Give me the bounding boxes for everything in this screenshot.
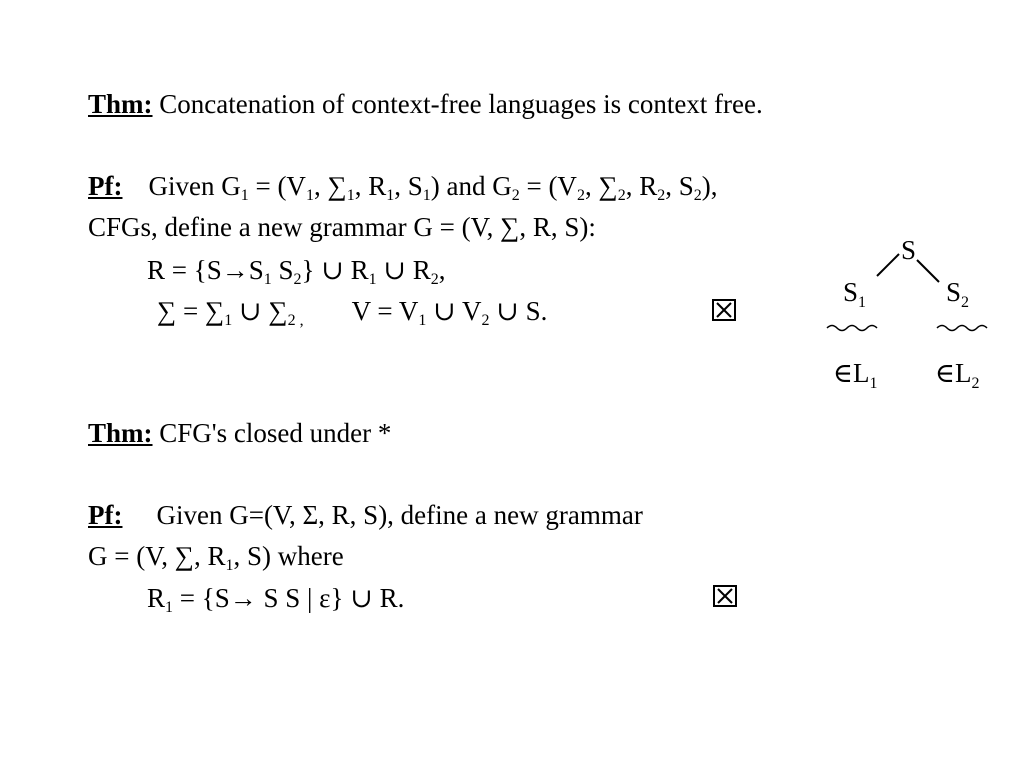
subscript: 1 bbox=[386, 187, 395, 204]
text: } ∪ R bbox=[301, 255, 369, 285]
text: , ∑ bbox=[584, 171, 618, 201]
proof-1-line-4 bbox=[157, 295, 547, 327]
subscript: 1 bbox=[346, 187, 355, 204]
theorem-1 bbox=[88, 88, 763, 120]
tree-right-language: $\in L_2$ bbox=[935, 358, 980, 392]
proof-2-line-1 bbox=[88, 499, 643, 531]
tree-edge-left bbox=[877, 254, 899, 276]
tree-edge-right bbox=[917, 260, 939, 282]
subscript: 1 bbox=[305, 187, 314, 204]
proof-label: Pf: bbox=[88, 500, 123, 530]
parse-tree-diagram bbox=[815, 232, 1005, 402]
text: ) and G bbox=[430, 171, 512, 201]
subscript: 2 bbox=[293, 271, 302, 288]
subscript: 2 bbox=[511, 187, 520, 204]
text: ∪ R bbox=[376, 255, 431, 285]
qed-box-icon bbox=[713, 585, 737, 607]
proof-1-line-2: CFGs, define a new grammar G = (V, ∑, R, S): bbox=[88, 212, 596, 242]
subscript: 2 bbox=[617, 187, 626, 204]
text: ∪ S. bbox=[489, 296, 548, 326]
theorem-text: CFG's closed under * bbox=[152, 418, 392, 448]
proof-1-line-1 bbox=[88, 170, 717, 202]
proof-2-line-2 bbox=[88, 540, 344, 572]
subscript: 1 bbox=[224, 312, 233, 329]
text: R = {S→S bbox=[147, 255, 264, 285]
text: , R bbox=[354, 171, 387, 201]
tree-right-child: $S_2$ bbox=[946, 277, 970, 311]
text: ∑ = ∑ bbox=[157, 296, 225, 326]
subscript: 2 bbox=[430, 271, 439, 288]
theorem-label: Thm: bbox=[88, 89, 153, 119]
theorem-text: Concatenation of context-free languages is context free. bbox=[152, 89, 763, 119]
text: Given G=(V, Σ, R, S), define a new grammar bbox=[156, 500, 643, 530]
text: R bbox=[147, 583, 166, 613]
tree-left-language: $\in L_1$ bbox=[833, 358, 878, 392]
proof-2-line-3 bbox=[147, 582, 404, 614]
theorem-label: Thm: bbox=[88, 418, 153, 448]
subscript: 1 bbox=[240, 187, 249, 204]
qed-box-icon bbox=[712, 299, 736, 321]
subscript: 1 bbox=[368, 271, 377, 288]
subscript: 2 bbox=[576, 187, 585, 204]
text: , R bbox=[625, 171, 658, 201]
text: ∪ V bbox=[426, 296, 482, 326]
tree-right-yield-squiggle bbox=[937, 326, 987, 331]
text: = (V bbox=[519, 171, 577, 201]
tree-left-child: $S_1$ bbox=[843, 277, 867, 311]
tree-root-label: S bbox=[901, 235, 917, 265]
text: , S bbox=[665, 171, 694, 201]
theorem-2 bbox=[88, 417, 391, 449]
subscript: 1 bbox=[263, 271, 272, 288]
subscript: 2 bbox=[693, 187, 702, 204]
proof-label: Pf: bbox=[88, 171, 123, 201]
tree-left-yield-squiggle bbox=[827, 326, 877, 331]
text: Given G bbox=[148, 171, 241, 201]
proof-1-line-3 bbox=[147, 254, 446, 286]
text: , S bbox=[394, 171, 423, 201]
subscript: 2 bbox=[481, 312, 490, 329]
text: , ∑ bbox=[313, 171, 347, 201]
subscript: 1 bbox=[418, 312, 427, 329]
subscript: 2 bbox=[657, 187, 666, 204]
text: , S) where bbox=[233, 541, 344, 571]
subscript: 2 , bbox=[287, 312, 304, 329]
text: V = V bbox=[351, 296, 419, 326]
subscript: 1 bbox=[225, 557, 234, 574]
text: G = (V, ∑, R bbox=[88, 541, 226, 571]
text: ∪ ∑ bbox=[232, 296, 288, 326]
text: ), bbox=[701, 171, 718, 201]
text: = {S→ S S | ε} ∪ R. bbox=[173, 583, 405, 613]
text: = (V bbox=[248, 171, 306, 201]
subscript: 1 bbox=[422, 187, 431, 204]
text: S bbox=[271, 255, 294, 285]
text: , bbox=[438, 255, 446, 285]
subscript: 1 bbox=[165, 599, 174, 616]
